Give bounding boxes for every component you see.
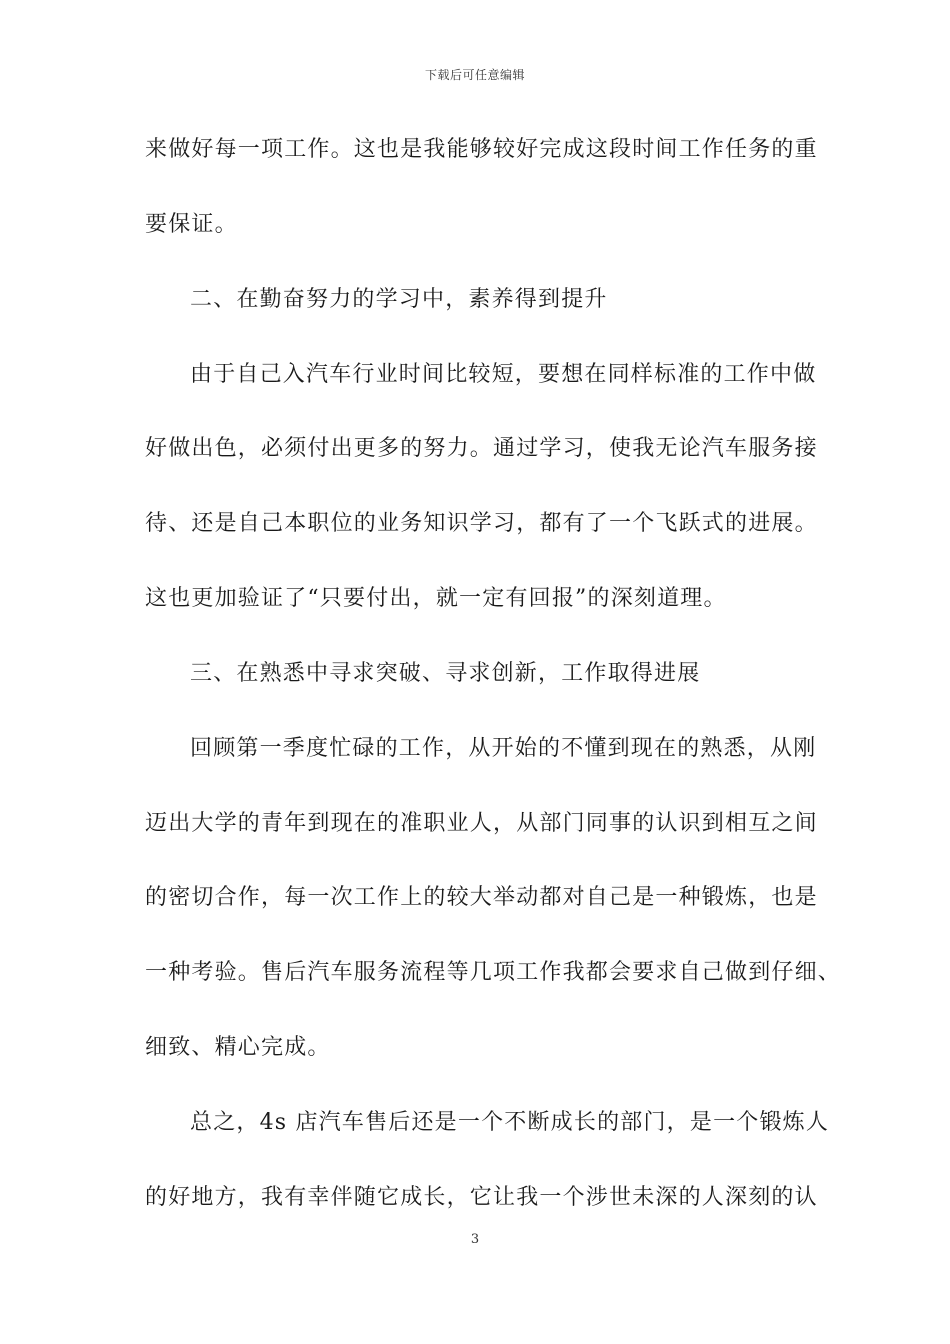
body-line: 待、还是自己本职位的业务知识学习，都有了一个飞跃式的进展。 bbox=[145, 511, 818, 536]
body-line: 好做出色，必须付出更多的努力。通过学习，使我无论汽车服务接 bbox=[145, 436, 818, 461]
body-line: 的好地方，我有幸伴随它成长，它让我一个涉世未深的人深刻的认 bbox=[145, 1185, 818, 1210]
body-line: 这也更加验证了“只要付出，就一定有回报”的深刻道理。 bbox=[145, 586, 727, 611]
page-header: 下载后可任意编辑 bbox=[424, 68, 525, 82]
section-heading: 二、在勤奋努力的学习中，素养得到提升 bbox=[190, 287, 608, 312]
body-line: 细致、精心完成。 bbox=[145, 1035, 331, 1060]
body-line: 一种考验。售后汽车服务流程等几项工作我都会要求自己做到仔细、 bbox=[145, 960, 842, 985]
body-line: 要保证。 bbox=[145, 212, 238, 237]
page-number: 3 bbox=[470, 1232, 480, 1247]
body-line: 的密切合作，每一次工作上的较大举动都对自己是一种锻炼，也是 bbox=[145, 885, 818, 910]
body-line: 来做好每一项工作。这也是我能够较好完成这段时间工作任务的重 bbox=[145, 137, 818, 162]
body-line: 迈出大学的青年到现在的准职业人，从部门同事的认识到相互之间 bbox=[145, 811, 818, 836]
body-line: 回顾第一季度忙碌的工作，从开始的不懂到现在的熟悉，从刚 bbox=[190, 736, 817, 761]
body-line: 由于自己入汽车行业时间比较短，要想在同样标准的工作中做 bbox=[190, 362, 817, 387]
section-heading: 三、在熟悉中寻求突破、寻求创新，工作取得进展 bbox=[190, 661, 701, 686]
body-line: 总之，4s 店汽车售后还是一个不断成长的部门，是一个锻炼人 bbox=[190, 1110, 830, 1135]
